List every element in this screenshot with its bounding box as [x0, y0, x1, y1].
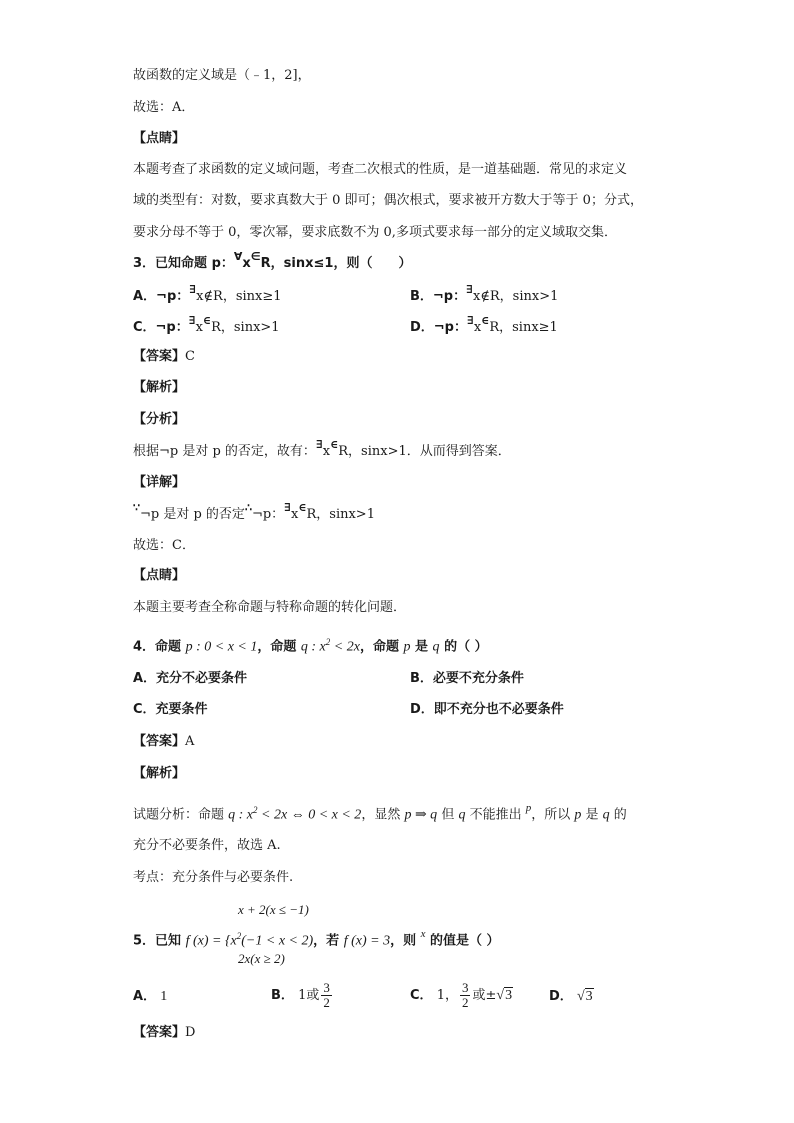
math-expr: < 2x ⇔ 0 < x < 2 [257, 807, 362, 823]
stem-text: 的值是（ ） [425, 933, 500, 949]
element-of-symbol: ∈ [330, 438, 339, 451]
answer-line [133, 734, 194, 750]
answer-value: C [185, 349, 195, 364]
option-value: 或± [472, 988, 497, 1003]
analysis-text: 试题分析：命题 [133, 807, 229, 823]
section-tag: 【点睛】 [133, 568, 186, 583]
answer-line [133, 1025, 195, 1041]
answer-tag: 【答案】 [133, 349, 186, 364]
exists-symbol: ∃ [466, 283, 473, 296]
math-var: p [574, 807, 582, 823]
option-label: A．¬p： [133, 289, 190, 304]
section-tag: 【解析】 [133, 766, 186, 781]
answer-value: D [185, 1025, 196, 1040]
option-label: C． [410, 988, 433, 1003]
kaodian-line: 考点：充分条件与必要条件. [133, 870, 294, 885]
math-expr: f (x) = {x [185, 933, 237, 949]
analysis-text: 是 [581, 807, 603, 823]
numerator: 3 [461, 980, 469, 995]
sqrt-expr: √3 [496, 988, 513, 1003]
analysis-text: 根据¬p 是对 p 的否定，故有： [133, 444, 316, 459]
denominator: 2 [323, 995, 330, 1010]
exists-symbol: ∃ [284, 501, 291, 514]
option-label: A． [133, 989, 157, 1004]
sqrt-expr: √3 [576, 989, 593, 1004]
option-a [133, 283, 282, 305]
math-sup: 2 [253, 805, 258, 815]
stem-text: 3．已知命题 p： [133, 256, 234, 271]
exists-symbol: ∃ [315, 438, 323, 451]
math-var: p [403, 639, 411, 655]
section-tag: 【解析】 [133, 380, 186, 395]
option-d [549, 989, 594, 1005]
piecewise-case-3: 2x(x ≥ 2) [238, 951, 285, 966]
option-value: 1或 [298, 988, 320, 1003]
exists-symbol: ∃ [189, 283, 197, 296]
var-x: x [473, 320, 482, 335]
math-expr: q : x [228, 807, 254, 823]
element-of-symbol: ∈ [481, 314, 490, 327]
section-tag: 【详解】 [133, 475, 186, 490]
text-line: 故选：A． [133, 100, 195, 115]
stem-text: 的（ ） [439, 639, 488, 655]
element-of-symbol: ∈ [250, 250, 261, 263]
var-x: x [322, 444, 331, 459]
analysis-text: 但 [437, 807, 459, 823]
math-sup: 2 [236, 931, 242, 941]
math-var: q [458, 807, 466, 823]
exists-symbol: ∃ [188, 314, 196, 327]
stem-text: R，sinx≤1，则（ ） [260, 256, 412, 271]
note-line: 本题主要考查全称命题与特称命题的转化问题． [133, 600, 407, 615]
option-a: A．充分不必要条件 [133, 671, 248, 686]
text-line: 域的类型有：对数，要求真数大于 0 即可；偶次根式，要求被开方数大于等于 0；分式， [133, 193, 643, 208]
because-symbol: ∵ [133, 501, 140, 514]
question-5-stem [133, 928, 500, 949]
math-var: p [525, 802, 532, 815]
detail-text: ¬p： [251, 507, 285, 522]
radicand: 3 [505, 988, 513, 1003]
stem-text: 是 [410, 639, 433, 655]
math-sup: 2 [325, 637, 331, 647]
element-of-symbol: ∈ [202, 314, 212, 327]
math-var: q [432, 639, 440, 655]
analysis-text: R，sinx>1．从而得到答案． [338, 444, 511, 459]
math-var: q [602, 807, 610, 823]
analysis-line [133, 802, 627, 823]
conclusion-line: 故选：C． [133, 538, 195, 553]
text-line: 要求分母不等于 0，零次幂，要求底数不为 0,多项式要求每一部分的定义域取交集． [133, 225, 617, 240]
stem-text: ，命题 [257, 639, 301, 655]
option-text: x∉R，sinx≥1 [196, 289, 282, 304]
option-label: D．¬p： [410, 320, 467, 335]
math-expr: f (x) = 3 [343, 933, 391, 949]
analysis-line: 充分不必要条件，故选 A. [133, 838, 281, 853]
question-4-stem [133, 634, 488, 655]
text-line: 本题考查了求函数的定义域问题，考查二次根式的性质，是一道基础题．常见的求定义 [133, 162, 628, 177]
option-a [133, 989, 167, 1005]
option-value: 1， [436, 988, 458, 1003]
option-value: 1 [160, 989, 168, 1004]
option-c: C．充要条件 [133, 702, 208, 717]
stem-text: ，则 [390, 933, 421, 949]
answer-tag: 【答案】 [133, 734, 186, 749]
answer-line [133, 349, 195, 365]
element-of-symbol: ∈ [298, 501, 307, 514]
option-d [410, 314, 558, 336]
therefore-symbol: ∴ [244, 501, 252, 514]
answer-value: A [185, 734, 195, 749]
analysis-text: 的 [609, 807, 627, 823]
radicand: 3 [585, 989, 593, 1004]
option-text: x∉R，sinx>1 [472, 289, 559, 304]
analysis-text: ，所以 [531, 807, 575, 823]
detail-text: ¬p 是对 p 的否定 [140, 507, 245, 522]
math-expr: q : x [300, 639, 326, 655]
option-label: D． [549, 989, 573, 1004]
option-c [133, 314, 280, 336]
math-expr: p ⇒ q [404, 807, 438, 823]
fraction [321, 981, 332, 1010]
question-3-stem [133, 250, 412, 272]
option-label: B． [271, 988, 294, 1003]
fraction [460, 981, 471, 1010]
option-b [410, 283, 559, 305]
piecewise-case-1: x + 2(x ≤ −1) [238, 902, 309, 917]
var-x: x [195, 320, 203, 335]
option-text: R，sinx>1 [211, 320, 280, 335]
math-expr: p : 0 < x < 1 [185, 639, 258, 655]
stem-text: 4．命题 [133, 639, 186, 655]
var-x: x [290, 507, 299, 522]
math-var: x [420, 928, 426, 941]
analysis-text: 不能推出 [465, 807, 526, 823]
detail-text: R，sinx>1 [306, 507, 375, 522]
forall-symbol: ∀ [233, 250, 243, 263]
section-tag: 【分析】 [133, 412, 186, 427]
numerator: 3 [323, 980, 330, 995]
option-label: C．¬p： [133, 320, 189, 335]
option-b [271, 981, 334, 1010]
section-tag: 【点睛】 [133, 131, 186, 146]
math-expr: (−1 < x < 2) [241, 933, 314, 949]
answer-tag: 【答案】 [133, 1025, 186, 1040]
analysis-text: ，显然 [361, 807, 405, 823]
detail-line [133, 501, 375, 523]
exists-symbol: ∃ [467, 314, 474, 327]
option-c [410, 981, 513, 1010]
stem-text: ，若 [313, 933, 344, 949]
option-b: B．必要不充分条件 [410, 671, 524, 686]
analysis-line [133, 438, 511, 460]
text-line: 故函数的定义域是（﹣1，2]， [133, 68, 311, 83]
math-expr: < 2x [330, 639, 360, 655]
denominator: 2 [461, 995, 469, 1010]
option-label: B．¬p： [410, 289, 467, 304]
option-text: R，sinx≥1 [489, 320, 558, 335]
var-x: x [242, 256, 251, 271]
option-d: D．即不充分也不必要条件 [410, 702, 564, 717]
stem-text: 5．已知 [133, 933, 186, 949]
stem-text: ，命题 [359, 639, 404, 655]
